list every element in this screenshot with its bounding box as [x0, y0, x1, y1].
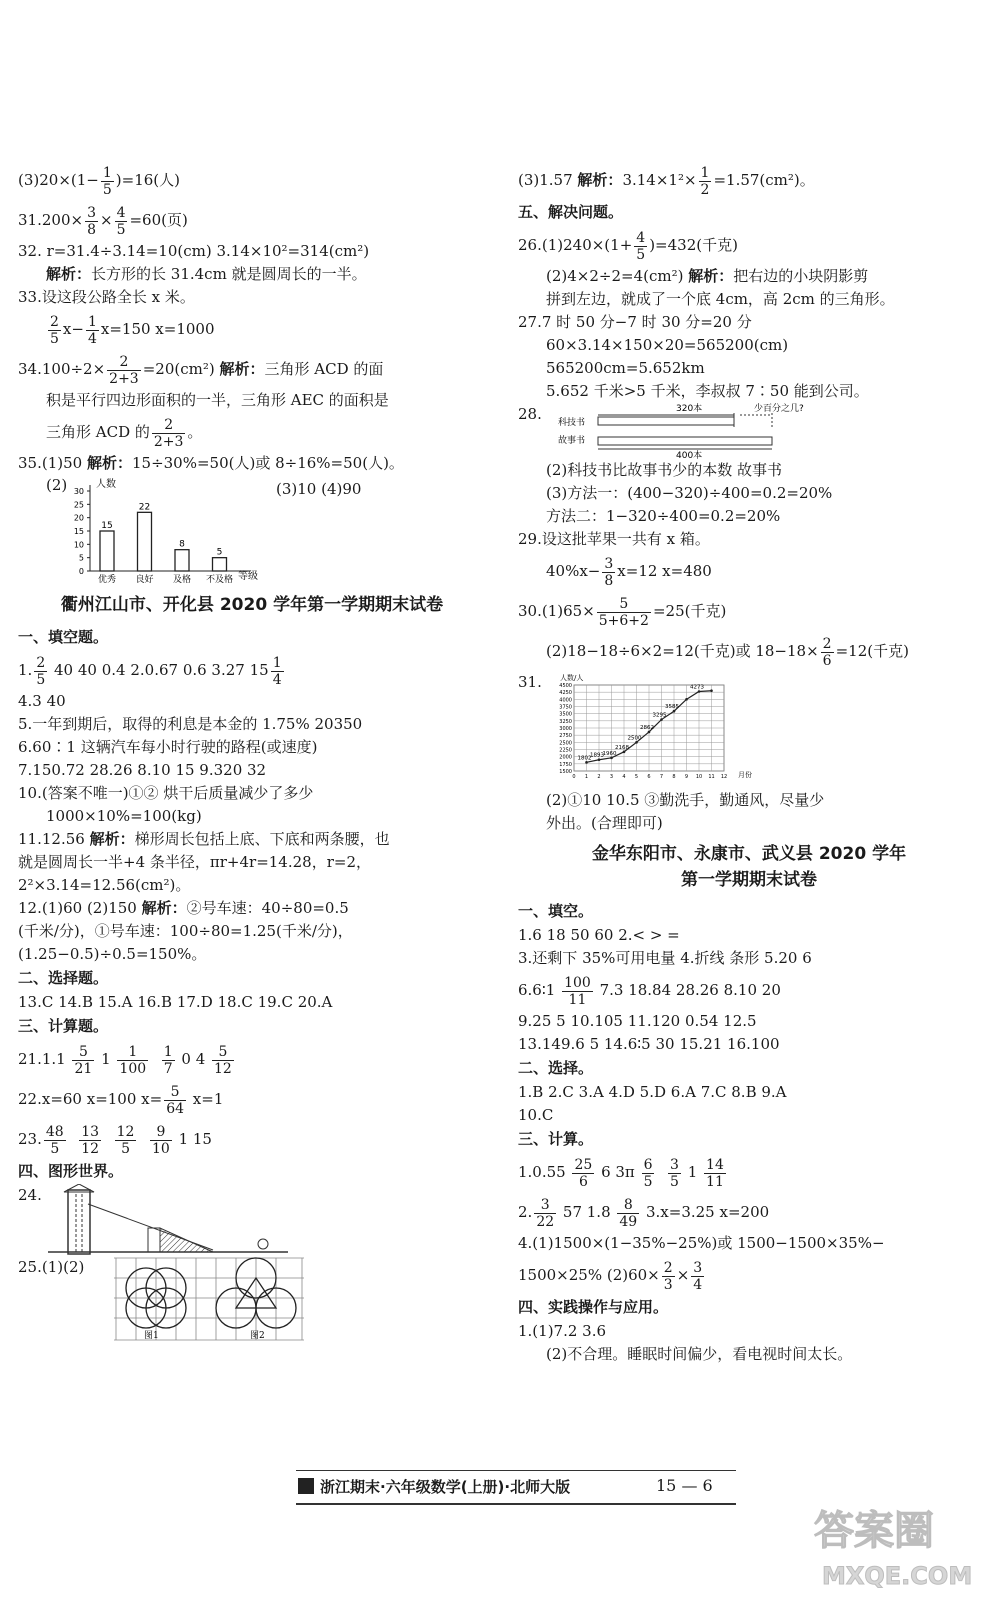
fraction: $\frac{3}{22}$ [536, 1196, 555, 1230]
choice-answers: 13.C 14.B 15.A 16.B 17.D 18.C 19.C 20.A [18, 993, 333, 1011]
x-tick-label: 2 [597, 774, 601, 780]
point-label: 2500 [627, 735, 642, 742]
bar [175, 550, 189, 571]
footer-text: 浙江期末·六年级数学(上册)·北师大版 [320, 1478, 571, 1496]
fill-line: 1.6 18 50 60 2.< > = [518, 926, 680, 944]
x-tick-label: 4 [622, 774, 626, 780]
point-label: 2168 [615, 744, 629, 751]
data-point [598, 758, 601, 761]
figure-24: 24. [18, 1184, 486, 1256]
category-label: 不及格 [205, 575, 234, 585]
answer-30: 30.(1)65× $\frac{5}{5+6+2}$ =25(千克) [518, 595, 727, 629]
fill-6: 6.60∶1 这辆汽车每小时行驶的路程(或速度) [18, 738, 318, 756]
section-heading: 三、计算。 [518, 1130, 594, 1148]
bar-value-label: 22 [138, 502, 151, 513]
section-heading: 三、计算题。 [18, 1017, 109, 1035]
diagram-bottom-value: 400本 [676, 451, 703, 459]
exam-title-line2: 第一学期期末试卷 [681, 870, 817, 890]
fraction: $\frac{12}{5}$ [116, 1123, 135, 1157]
x-tick-label: 8 [672, 774, 676, 780]
section-heading: 一、填空。 [518, 902, 594, 920]
fill-4: 4.3 40 [18, 692, 66, 710]
fraction: $\frac{14}{11}$ [706, 1156, 724, 1190]
bar-chart [68, 475, 268, 585]
calc-line: 4.(1)1500×(1−35%−25%)或 1500−1500×35%− [518, 1234, 885, 1252]
fill-11b: 就是圆周长一半+4 条半径，πr+4r=14.28，r=2， [18, 853, 371, 871]
fraction: $\frac{5}{12}$ [214, 1043, 232, 1077]
line-chart [548, 671, 758, 789]
answer-31-2: (2)①10 10.5 ③勤洗手，勤通风，尽量少 [546, 791, 825, 809]
answer-28-diagram: 28. 320本 少百分之几? 科技书 故事书 400本 [518, 403, 980, 459]
bar-value-label: 5 [216, 547, 223, 558]
bar-science [598, 417, 734, 425]
fraction: $\frac{100}{11}$ [564, 974, 591, 1008]
fraction: $\frac{2}{2+3}$ [153, 416, 184, 450]
answer-30-2: (2)18−18÷6×2=12(千克)或 18−18× $\frac{2}{6}$ =12(千克) [546, 635, 909, 669]
fraction: $\frac{6}{5}$ [643, 1156, 653, 1190]
x-tick-label: 5 [634, 774, 639, 780]
x-tick-label: 11 [708, 774, 715, 780]
fraction: $\frac{3}{5}$ [670, 1156, 679, 1190]
watermark-url: MXQE.COM [822, 1562, 973, 1590]
fraction: $\frac{8}{49}$ [619, 1196, 638, 1230]
fraction: $\frac{2}{5}$ [36, 654, 46, 688]
calc-line: 2. $\frac{3}{22}$ 57 1.8 $\frac{8}{49}$ 3.x=3.25 x=200 [518, 1196, 770, 1230]
building [68, 1190, 90, 1254]
point-label: 3585 [665, 704, 679, 711]
bar-chart-ylabel: 人数 [96, 479, 116, 490]
fraction: $\frac{1}{7}$ [163, 1043, 173, 1077]
practice-line: (2)不合理。睡眠时间偏少，看电视时间太长。 [546, 1345, 853, 1363]
answer-32: 32. r=31.4÷3.14=10(cm) 3.14×10²=314(cm²) [18, 242, 370, 260]
fill-line: 3.还剩下 35%可用电量 4.折线 条形 5.20 6 [518, 949, 812, 967]
fig-label-1: 图1 [144, 1331, 159, 1341]
section-heading: 一、填空题。 [18, 628, 109, 646]
point-label: 1802 [577, 755, 592, 762]
y-tick-label: 30 [73, 487, 84, 496]
circle-grid-figures [114, 1256, 304, 1344]
answer-26-2: (2)4×2÷2=4(cm²) 解析：把右边的小块阴影剪 [546, 267, 869, 285]
x-tick-label: 12 [720, 774, 728, 780]
fraction: $\frac{48}{5}$ [45, 1123, 64, 1157]
page-number: 15 — 6 [656, 1476, 713, 1495]
fill-12: 12.(1)60 (2)150 解析：②号车速：40÷80=0.5 [18, 899, 349, 917]
answer-31-chart: 31. 人数/人 月份 1500 1750 2000 2250 2500 2750 3000 3250 3500 3750 4000 4250 4500 0 1 2 3 4 5 6 7 8 9 10 11 12 1802 1893 1960 2168 2500 2862 3295 3585 4273 [518, 671, 980, 789]
right-column [518, 160, 980, 1366]
y-tick-label: 1750 [559, 761, 572, 768]
diagram-label-a: 科技书 [558, 418, 586, 428]
fill-12b: (千米/分)，①号车速：100÷80=1.25(千米/分)， [18, 922, 353, 940]
analysis-32: 解析：长方形的长 31.4cm 就是圆周长的一半。 [46, 265, 367, 283]
y-tick-label: 2250 [559, 747, 572, 754]
section-heading: 四、图形世界。 [18, 1162, 124, 1180]
fill-12c: (1.25−0.5)÷0.5=150%。 [18, 945, 207, 963]
section-heading: 五、解决问题。 [518, 203, 624, 221]
y-tick-label: 3500 [559, 711, 572, 718]
analysis-34-end: 三角形 ACD 的 $\frac{2}{2+3}$ 。 [46, 416, 203, 450]
page-footer [296, 1470, 736, 1505]
y-tick-label: 15 [73, 527, 84, 536]
bar-value-label: 8 [179, 539, 185, 550]
footer-square-icon [298, 1478, 314, 1494]
answer-27c: 565200cm=5.652km [546, 359, 705, 377]
answer-31-2b: 外出。(合理即可) [546, 814, 663, 832]
section-heading: 四、实践操作与应用。 [518, 1298, 669, 1316]
data-point [623, 751, 626, 754]
exam-title-line1: 金华东阳市、永康市、武义县 2020 学年 [591, 844, 907, 864]
fraction: $\frac{5}{64}$ [166, 1083, 185, 1117]
answer-27d: 5.652 千米>5 千米，李叔叔 7∶50 能到公司。 [546, 382, 869, 400]
data-point [635, 741, 638, 744]
fill-11: 11.12.56 解析：梯形周长包括上底、下底和两条腰，也 [18, 830, 390, 848]
answer-33: 33.设这段公路全长 x 米。 [18, 288, 195, 306]
x-tick-label: 1 [584, 774, 589, 780]
fraction: $\frac{5}{5+6+2}$ [598, 595, 649, 629]
point-label: 1960 [602, 750, 617, 757]
figure-25: 25.(1)(2) 图1 图2 [18, 1256, 486, 1346]
line-chart-ylabel: 人数/人 [560, 674, 584, 682]
watermark-text: 答案圈 [814, 1508, 934, 1554]
fraction: $\frac{2}{5}$ [50, 313, 59, 347]
analysis-34: 积是平行四边形面积的一半，三角形 AEC 的面积是 [46, 391, 389, 409]
data-point [710, 689, 713, 692]
y-tick-label: 5 [78, 553, 84, 563]
point-label: 1893 [590, 752, 604, 759]
fraction: $\frac{13}{12}$ [81, 1123, 100, 1157]
exam-title-quzhou: 衢州江山市、开化县 2020 学年第一学期期末试卷 [60, 595, 444, 615]
section-heading: 二、选择题。 [18, 969, 109, 987]
equation-33: $\frac{2}{5}$ x− $\frac{1}{4}$ x=150 x=1000 [50, 313, 215, 347]
fraction: $\frac{3}{8}$ [87, 204, 96, 238]
calc-22: 22.x=60 x=100 x= $\frac{5}{64}$ x=1 [18, 1083, 224, 1117]
answer-35: 35.(1)50 解析：15÷30%=50(人)或 8÷16%=50(人)。 [18, 454, 404, 472]
calc-line: 1500×25% (2)60× $\frac{2}{3}$ × $\frac{3}{4}$ [518, 1259, 703, 1293]
fill-1: 1. $\frac{2}{5}$ 40 40 0.4 2.0.67 0.6 3.27 15 $\frac{1}{4}$ [18, 654, 282, 688]
fraction: $\frac{5}{21}$ [74, 1043, 93, 1077]
bar [100, 531, 114, 571]
bar [138, 512, 152, 571]
answer-27b: 60×3.14×150×20=565200(cm) [546, 336, 789, 354]
y-tick-label: 1500 [559, 769, 572, 775]
fill-5: 5.一年到期后，取得的利息是本金的 1.75% 20350 [18, 715, 363, 733]
fraction: $\frac{1}{5}$ [102, 164, 112, 198]
fill-10: 10.(答案不唯一)①② 烘干后质量减少了多少 [18, 784, 314, 802]
x-tick-label: 6 [647, 774, 651, 780]
y-tick-label: 4250 [559, 690, 572, 697]
y-tick-label: 3000 [559, 726, 572, 732]
watermark-logo [808, 1496, 978, 1592]
answer-34: 34.100÷2× $\frac{2}{2+3}$ =20(cm²) 解析：三角形 ACD 的面 [18, 353, 384, 387]
point-label: 3295 [652, 712, 667, 719]
calc-line: 1.0.55 $\frac{25}{6}$ 6 3π $\frac{6}{5}$ $\frac{3}{5}$ 1 $\frac{14}{11}$ [518, 1156, 724, 1190]
calc-23: 23. $\frac{48}{5}$ $\frac{13}{12}$ $\frac{12}{5}$ $\frac{9}{10}$ 1 15 [18, 1123, 212, 1157]
answer-26-2b: 拼到左边，就成了一个底 4cm，高 2cm 的三角形。 [546, 290, 895, 308]
category-label: 良好 [135, 575, 154, 585]
book-diagram [558, 403, 828, 459]
x-tick-label: 9 [684, 774, 689, 780]
x-tick-label: 3 [609, 774, 614, 780]
data-point [585, 761, 588, 764]
y-tick-label: 25 [73, 500, 84, 510]
person-icon [258, 1239, 268, 1249]
fraction: $\frac{1}{2}$ [700, 164, 710, 198]
x-tick-label: 0 [572, 774, 576, 780]
fraction: $\frac{4}{5}$ [636, 229, 646, 263]
y-tick-label: 4500 [559, 683, 572, 689]
fraction: $\frac{2}{2+3}$ [109, 353, 139, 387]
shadow-diagram [48, 1184, 318, 1256]
fraction: $\frac{9}{10}$ [151, 1123, 170, 1157]
exam-title-jinhua [518, 841, 980, 893]
section-heading: 二、选择。 [518, 1059, 594, 1077]
choice-line: 10.C [518, 1106, 554, 1124]
small-wall [148, 1228, 160, 1252]
point-label: 2862 [640, 724, 654, 731]
answer-26: 26.(1)240×(1+ $\frac{4}{5}$ )=432(千克) [518, 229, 738, 263]
answer-31: 31.200× $\frac{3}{8}$ × $\frac{4}{5}$ =60(页) [18, 204, 188, 238]
bar [213, 558, 227, 571]
y-tick-label: 10 [73, 540, 84, 550]
fraction: $\frac{1}{4}$ [87, 313, 97, 347]
fraction: $\frac{4}{5}$ [116, 204, 126, 238]
fill-line: 13.149.6 5 14.6∶5 30 15.21 16.100 [518, 1035, 780, 1053]
y-tick-label: 4000 [559, 697, 572, 704]
fraction: $\frac{3}{8}$ [604, 555, 614, 589]
category-label: 及格 [172, 575, 192, 585]
y-tick-label: 2000 [559, 754, 572, 761]
choice-line: 1.B 2.C 3.A 4.D 5.D 6.A 7.C 8.B 9.A [518, 1083, 787, 1101]
bar-chart-xlabel: 等级 [238, 571, 258, 582]
fill-10b: 1000×10%=100(kg) [46, 807, 202, 825]
y-tick-label: 2500 [559, 740, 572, 747]
shadow-area [160, 1228, 213, 1252]
x-tick-label: 7 [659, 774, 664, 780]
answer-35-part2: (2) (3)10 (4)90 人数 等级 0 5 10 15 20 25 30 15 优秀 22 良好 8 及格 5 不及格 [46, 476, 362, 585]
answer-25-3: (3)1.57 解析：3.14×1²× $\frac{1}{2}$ =1.57(cm²)。 [518, 164, 815, 198]
calc-21: 21.1.1 $\frac{5}{21}$ 1 $\frac{1}{100}$ $\frac{1}{7}$ 0 4 $\frac{5}{12}$ [18, 1043, 232, 1077]
y-tick-label: 20 [73, 513, 84, 523]
bar-story [598, 437, 772, 445]
diagram-label-b: 故事书 [558, 436, 586, 446]
answer-29: 29.设这批苹果一共有 x 箱。 [518, 530, 710, 548]
data-point [685, 698, 688, 701]
fraction: $\frac{1}{100}$ [119, 1043, 147, 1077]
fraction: $\frac{3}{4}$ [693, 1259, 703, 1293]
y-tick-label: 3250 [559, 718, 572, 725]
bar-value-label: 15 [101, 521, 113, 531]
fig-label-2: 图2 [250, 1331, 265, 1341]
category-label: 优秀 [97, 575, 117, 585]
left-column [18, 160, 486, 1346]
y-tick-label: 0 [78, 567, 84, 576]
data-point [648, 731, 651, 734]
y-tick-label: 2750 [559, 733, 572, 740]
answer-29b: 40%x− $\frac{3}{8}$ x=12 x=480 [546, 555, 712, 589]
fill-7: 7.150.72 28.26 8.10 15 9.320 32 [18, 761, 267, 779]
fraction: $\frac{2}{6}$ [822, 635, 832, 669]
fill-11c: 2²×3.14=12.56(cm²)。 [18, 876, 191, 894]
y-tick-label: 3750 [559, 704, 572, 711]
answer-28-3: (3)方法一：(400−320)÷400=0.2=20% [546, 484, 833, 502]
x-tick-label: 10 [695, 774, 703, 780]
fraction: $\frac{2}{3}$ [663, 1259, 673, 1293]
fill-line: 9.25 5 10.105 11.120 0.54 12.5 [518, 1012, 757, 1030]
data-point [660, 718, 663, 721]
line-chart-xlabel: 月份 [738, 771, 752, 779]
fraction: $\frac{25}{6}$ [574, 1156, 593, 1190]
answer-line: (3)20×(1− $\frac{1}{5}$ )=16(人) [18, 164, 181, 198]
diagram-question: 少百分之几? [754, 404, 804, 414]
answer-27: 27.7 时 50 分−7 时 30 分=20 分 [518, 313, 752, 331]
answer-28-2: (2)科技书比故事书少的本数 故事书 [546, 461, 783, 479]
diagram-top-value: 320本 [676, 404, 703, 414]
data-point [698, 690, 701, 693]
data-point [673, 710, 676, 713]
practice-line: 1.(1)7.2 3.6 [518, 1322, 607, 1340]
answer-28-3b: 方法二：1−320÷400=0.2=20% [546, 507, 781, 525]
point-label: 4273 [690, 684, 704, 691]
fill-line: 6.6∶1 $\frac{100}{11}$ 7.3 18.84 28.26 8.10 20 [518, 974, 781, 1008]
data-point [610, 757, 613, 760]
fraction: $\frac{1}{4}$ [272, 654, 282, 688]
